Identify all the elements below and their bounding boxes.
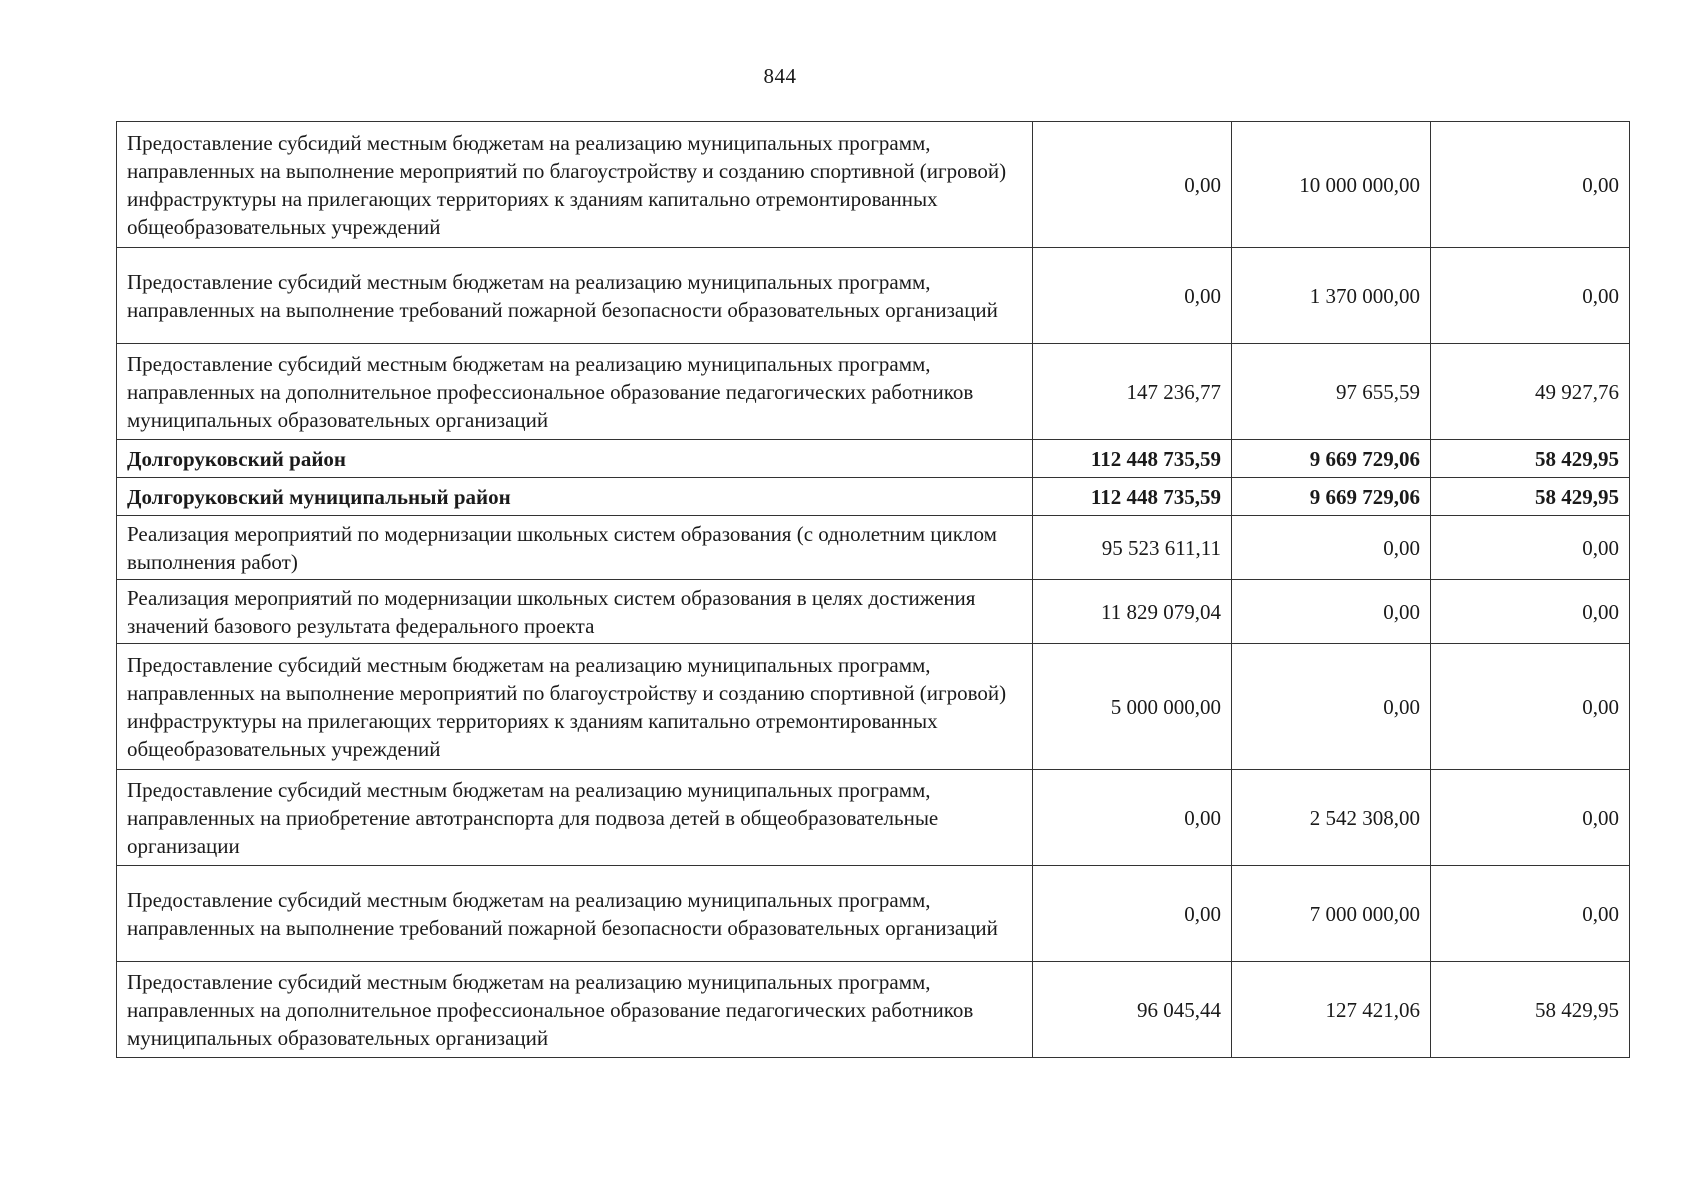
row-name: Предоставление субсидий местным бюджетам на реализацию муниципальных программ, направленных на выполнение мероприятий по благоустройству и созданию спортивной (игровой) инфраструктуры на прилегающих территориях к зданиям капитально отремонтированных общеобразовательных учреждений xyxy=(117,644,1033,770)
row-value-1: 0,00 xyxy=(1033,248,1232,344)
row-name: Предоставление субсидий местным бюджетам на реализацию муниципальных программ, направленных на выполнение требований пожарной безопасности образовательных организаций xyxy=(117,866,1033,962)
row-value-1: 112 448 735,59 xyxy=(1033,478,1232,516)
row-value-2: 2 542 308,00 xyxy=(1232,770,1431,866)
row-value-1: 0,00 xyxy=(1033,866,1232,962)
table-row xyxy=(117,866,1630,962)
row-value-3: 58 429,95 xyxy=(1431,478,1630,516)
row-value-1: 96 045,44 xyxy=(1033,962,1232,1058)
row-value-3: 0,00 xyxy=(1431,248,1630,344)
row-value-3: 0,00 xyxy=(1431,644,1630,770)
table-row xyxy=(117,440,1630,478)
table-row xyxy=(117,248,1630,344)
row-value-2: 127 421,06 xyxy=(1232,962,1431,1058)
row-value-2: 9 669 729,06 xyxy=(1232,440,1431,478)
row-value-1: 112 448 735,59 xyxy=(1033,440,1232,478)
row-name: Реализация мероприятий по модернизации школьных систем образования (с однолетним циклом выполнения работ) xyxy=(117,516,1033,580)
table-row xyxy=(117,516,1630,580)
row-value-3: 58 429,95 xyxy=(1431,440,1630,478)
row-value-2: 10 000 000,00 xyxy=(1232,122,1431,248)
row-value-2: 9 669 729,06 xyxy=(1232,478,1431,516)
row-value-1: 0,00 xyxy=(1033,122,1232,248)
row-name: Предоставление субсидий местным бюджетам на реализацию муниципальных программ, направленных на выполнение мероприятий по благоустройству и созданию спортивной (игровой) инфраструктуры на прилегающих территориях к зданиям капитально отремонтированных общеобразовательных учреждений xyxy=(117,122,1033,248)
row-value-2: 7 000 000,00 xyxy=(1232,866,1431,962)
row-value-2: 0,00 xyxy=(1232,516,1431,580)
row-name: Долгоруковский муниципальный район xyxy=(117,478,1033,516)
row-value-1: 5 000 000,00 xyxy=(1033,644,1232,770)
row-name: Долгоруковский район xyxy=(117,440,1033,478)
row-value-3: 49 927,76 xyxy=(1431,344,1630,440)
table-row xyxy=(117,122,1630,248)
table-row xyxy=(117,580,1630,644)
row-value-3: 0,00 xyxy=(1431,122,1630,248)
table-row xyxy=(117,478,1630,516)
row-name: Предоставление субсидий местным бюджетам на реализацию муниципальных программ, направленных на выполнение требований пожарной безопасности образовательных организаций xyxy=(117,248,1033,344)
row-value-3: 0,00 xyxy=(1431,580,1630,644)
row-value-2: 97 655,59 xyxy=(1232,344,1431,440)
row-name: Реализация мероприятий по модернизации школьных систем образования в целях достижения значений базового результата федерального проекта xyxy=(117,580,1033,644)
table-row xyxy=(117,344,1630,440)
row-value-1: 0,00 xyxy=(1033,770,1232,866)
row-name: Предоставление субсидий местным бюджетам на реализацию муниципальных программ, направленных на приобретение автотранспорта для подвоза детей в общеобразовательные организации xyxy=(117,770,1033,866)
row-value-3: 0,00 xyxy=(1431,516,1630,580)
row-value-2: 0,00 xyxy=(1232,644,1431,770)
table-row xyxy=(117,962,1630,1058)
row-value-2: 0,00 xyxy=(1232,580,1431,644)
page-number: 844 xyxy=(763,64,797,88)
row-value-3: 0,00 xyxy=(1431,866,1630,962)
row-name: Предоставление субсидий местным бюджетам на реализацию муниципальных программ, направленных на дополнительное профессиональное образование педагогических работников муниципальных образовательных организаций xyxy=(117,962,1033,1058)
row-value-2: 1 370 000,00 xyxy=(1232,248,1431,344)
row-value-1: 147 236,77 xyxy=(1033,344,1232,440)
row-value-1: 95 523 611,11 xyxy=(1033,516,1232,580)
row-value-3: 58 429,95 xyxy=(1431,962,1630,1058)
row-value-3: 0,00 xyxy=(1431,770,1630,866)
table-row xyxy=(117,644,1630,770)
row-name: Предоставление субсидий местным бюджетам на реализацию муниципальных программ, направленных на дополнительное профессиональное образование педагогических работников муниципальных образовательных организаций xyxy=(117,344,1033,440)
row-value-1: 11 829 079,04 xyxy=(1033,580,1232,644)
table-row xyxy=(117,770,1630,866)
budget-table xyxy=(116,121,1630,1058)
